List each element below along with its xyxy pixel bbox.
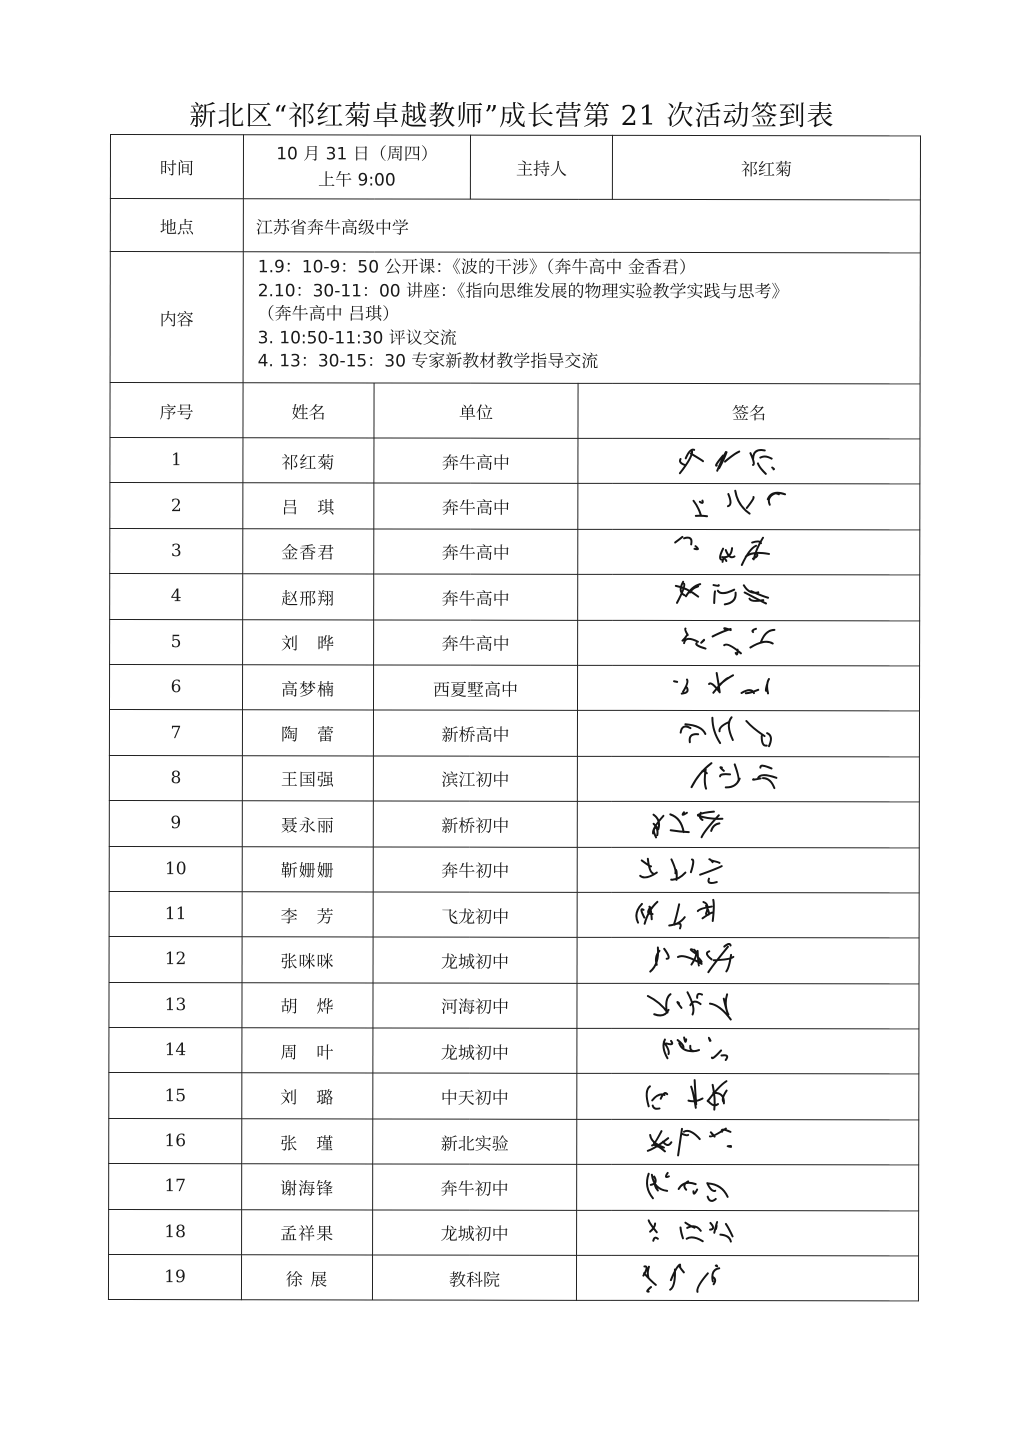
signature-stroke bbox=[670, 812, 689, 832]
time-host-row bbox=[110, 135, 920, 200]
row-index: 2 bbox=[110, 483, 243, 529]
handwritten-signature-icon bbox=[578, 529, 878, 575]
row-name: 高梦楠 bbox=[242, 665, 373, 711]
table-row bbox=[109, 982, 919, 1029]
signature-stroke bbox=[650, 948, 668, 972]
signature-stroke bbox=[728, 491, 754, 514]
row-unit: 奔牛初中 bbox=[373, 1164, 577, 1210]
row-name: 谢海锋 bbox=[242, 1164, 373, 1210]
row-index: 14 bbox=[109, 1028, 242, 1074]
row-signature bbox=[578, 620, 920, 666]
table-row bbox=[109, 801, 919, 848]
row-signature bbox=[577, 711, 919, 757]
signature-stroke bbox=[700, 859, 722, 883]
row-name: 周 叶 bbox=[242, 1028, 373, 1074]
column-header-name: 姓名 bbox=[243, 383, 374, 438]
signature-stroke bbox=[720, 764, 740, 787]
row-unit: 奔牛高中 bbox=[374, 620, 578, 666]
content-line: 4. 13：30-15：30 专家新教材教学指导交流 bbox=[257, 351, 599, 372]
signature-stroke bbox=[707, 1183, 727, 1201]
handwritten-signature-icon bbox=[577, 1165, 877, 1211]
signature-stroke bbox=[653, 815, 663, 838]
row-unit: 奔牛高中 bbox=[374, 529, 578, 575]
row-name: 徐 展 bbox=[241, 1255, 372, 1301]
row-unit: 新桥高中 bbox=[373, 710, 577, 756]
handwritten-signature-icon bbox=[577, 1028, 877, 1074]
row-signature bbox=[577, 801, 919, 847]
content-line: 1.9：10-9：50 公开课：《波的干涉》（奔牛高中 金香君） bbox=[257, 257, 696, 279]
table-row bbox=[109, 937, 919, 984]
row-signature bbox=[577, 1028, 919, 1074]
column-header-signature: 签名 bbox=[578, 383, 920, 439]
row-name: 李 芳 bbox=[242, 892, 373, 938]
row-unit: 龙城初中 bbox=[373, 1210, 577, 1256]
row-signature bbox=[578, 484, 920, 530]
signature-stroke bbox=[675, 537, 698, 549]
row-signature bbox=[577, 1165, 919, 1211]
table-row bbox=[109, 846, 919, 893]
column-header-unit: 单位 bbox=[374, 383, 578, 438]
signature-stroke bbox=[694, 501, 708, 517]
handwritten-signature-icon bbox=[577, 1119, 877, 1165]
row-name: 陶 蕾 bbox=[242, 710, 373, 756]
row-signature bbox=[578, 665, 920, 711]
signature-stroke bbox=[768, 493, 785, 505]
signature-stroke bbox=[647, 1173, 669, 1198]
handwritten-signature-icon bbox=[577, 1255, 877, 1301]
row-unit: 龙城初中 bbox=[373, 937, 577, 983]
signature-stroke bbox=[710, 1222, 733, 1242]
handwritten-signature-icon bbox=[578, 892, 878, 938]
row-name: 张 瑾 bbox=[242, 1119, 373, 1165]
handwritten-signature-icon bbox=[578, 847, 878, 893]
handwritten-signature-icon bbox=[578, 438, 878, 484]
row-index: 13 bbox=[109, 982, 242, 1028]
signature-stroke bbox=[710, 1128, 731, 1146]
handwritten-signature-icon bbox=[578, 484, 878, 530]
row-unit: 龙城初中 bbox=[373, 1028, 577, 1074]
signature-stroke bbox=[750, 450, 774, 474]
row-index: 7 bbox=[109, 710, 242, 756]
row-name: 吕 琪 bbox=[243, 483, 374, 529]
handwritten-signature-icon bbox=[578, 620, 878, 666]
table-row bbox=[109, 1209, 919, 1256]
row-signature bbox=[577, 892, 919, 938]
row-unit: 奔牛高中 bbox=[374, 483, 578, 529]
row-name: 张咪咪 bbox=[242, 937, 373, 983]
signature-stroke bbox=[709, 673, 733, 693]
signature-stroke bbox=[742, 679, 769, 693]
signature-stroke bbox=[643, 1266, 655, 1291]
row-unit: 滨江初中 bbox=[373, 756, 577, 802]
row-unit: 奔牛初中 bbox=[373, 846, 577, 892]
handwritten-signature-icon bbox=[578, 574, 878, 620]
row-index: 16 bbox=[109, 1118, 242, 1164]
signature-stroke bbox=[713, 628, 741, 654]
handwritten-signature-icon bbox=[577, 1210, 877, 1256]
signature-stroke bbox=[649, 1220, 658, 1240]
table-row bbox=[109, 1028, 919, 1075]
row-unit: 飞龙初中 bbox=[373, 892, 577, 938]
signature-stroke bbox=[678, 950, 702, 966]
row-name: 金香君 bbox=[243, 529, 374, 575]
row-index: 9 bbox=[109, 801, 242, 847]
row-name: 聂永丽 bbox=[242, 801, 373, 847]
content-row bbox=[110, 252, 920, 384]
row-unit: 西夏墅高中 bbox=[373, 665, 577, 711]
row-name: 孟祥果 bbox=[242, 1209, 373, 1255]
row-unit: 新桥初中 bbox=[373, 801, 577, 847]
location-row bbox=[110, 199, 920, 253]
signature-stroke bbox=[697, 1265, 719, 1291]
row-signature bbox=[577, 847, 919, 893]
signature-stroke bbox=[709, 1038, 727, 1060]
row-index: 4 bbox=[110, 574, 243, 620]
table-row bbox=[109, 710, 919, 757]
time-label: 时间 bbox=[110, 135, 243, 199]
time-date: 10 月 31 日（周四） bbox=[276, 143, 438, 165]
time-value bbox=[243, 135, 470, 199]
signature-stroke bbox=[689, 1081, 703, 1109]
row-unit: 河海初中 bbox=[373, 983, 577, 1029]
handwritten-signature-icon bbox=[577, 1074, 877, 1120]
signature-stroke bbox=[648, 1131, 672, 1151]
signature-stroke bbox=[716, 452, 739, 471]
row-index: 6 bbox=[109, 664, 242, 710]
row-name: 刘 晔 bbox=[243, 619, 374, 665]
location-value: 江苏省奔牛高级中学 bbox=[243, 199, 920, 253]
row-signature bbox=[578, 438, 920, 484]
time-hour: 上午 9:00 bbox=[318, 169, 396, 190]
signature-stroke bbox=[708, 1082, 727, 1111]
signature-stroke bbox=[663, 1040, 672, 1059]
attendee-rows bbox=[108, 438, 920, 1302]
signature-stroke bbox=[746, 721, 771, 746]
row-index: 17 bbox=[109, 1164, 242, 1210]
row-unit: 新北实验 bbox=[373, 1119, 577, 1165]
row-index: 1 bbox=[110, 438, 243, 484]
host-value: 祁红菊 bbox=[612, 135, 920, 200]
table-row bbox=[110, 483, 920, 530]
signature-stroke bbox=[683, 628, 706, 648]
handwritten-signature-icon bbox=[578, 801, 878, 847]
row-index: 12 bbox=[109, 937, 242, 983]
table-row bbox=[109, 1164, 919, 1211]
signature-stroke bbox=[671, 859, 693, 880]
signature-stroke bbox=[678, 1129, 700, 1156]
row-signature bbox=[577, 1210, 919, 1256]
signature-stroke bbox=[744, 585, 768, 603]
signature-stroke bbox=[677, 992, 702, 1014]
table-row bbox=[110, 574, 920, 621]
signature-stroke bbox=[680, 1222, 702, 1241]
host-label: 主持人 bbox=[470, 135, 612, 199]
signature-stroke bbox=[753, 765, 776, 787]
signature-stroke bbox=[647, 1087, 668, 1109]
row-index: 19 bbox=[108, 1255, 241, 1301]
row-name: 靳姗姗 bbox=[242, 846, 373, 892]
signature-stroke bbox=[679, 1182, 698, 1194]
signature-stroke bbox=[707, 944, 734, 972]
row-signature bbox=[577, 1119, 919, 1165]
row-signature bbox=[577, 756, 919, 802]
signature-stroke bbox=[676, 582, 700, 603]
column-header-index: 序号 bbox=[110, 383, 243, 438]
handwritten-signature-icon bbox=[577, 983, 877, 1029]
content-line: 2.10：30-11：00 讲座：《指向思维发展的物理实验教学实践与思考》 bbox=[257, 280, 789, 302]
row-unit: 教科院 bbox=[372, 1255, 576, 1301]
signature-stroke bbox=[669, 904, 685, 928]
row-signature bbox=[577, 983, 919, 1029]
handwritten-signature-icon bbox=[578, 665, 878, 711]
table-row bbox=[109, 1118, 919, 1165]
content-line: （奔牛高中 吕琪） bbox=[257, 304, 400, 325]
row-index: 3 bbox=[110, 528, 243, 574]
content-value bbox=[243, 252, 920, 384]
signature-stroke bbox=[698, 900, 714, 921]
row-signature bbox=[577, 938, 919, 984]
table-row bbox=[110, 528, 920, 575]
signature-stroke bbox=[710, 994, 731, 1019]
content-line: 3. 10:50-11:30 评议交流 bbox=[257, 327, 457, 349]
table-row bbox=[109, 1073, 919, 1120]
row-index: 11 bbox=[109, 891, 242, 937]
handwritten-signature-icon bbox=[578, 711, 878, 757]
content-label: 内容 bbox=[110, 252, 243, 383]
table-row bbox=[110, 438, 920, 485]
row-index: 8 bbox=[109, 755, 242, 801]
signature-stroke bbox=[640, 858, 657, 877]
location-label: 地点 bbox=[110, 199, 243, 252]
signature-stroke bbox=[713, 585, 735, 604]
row-index: 15 bbox=[109, 1073, 242, 1119]
table-row bbox=[109, 664, 919, 711]
signature-stroke bbox=[742, 537, 769, 564]
signature-stroke bbox=[678, 1038, 699, 1052]
row-index: 5 bbox=[110, 619, 243, 665]
row-name: 胡 烨 bbox=[242, 982, 373, 1028]
signature-stroke bbox=[750, 628, 774, 647]
table-row bbox=[109, 891, 919, 938]
sign-in-table bbox=[108, 134, 921, 1302]
signature-stroke bbox=[674, 679, 688, 693]
row-name: 赵邢翔 bbox=[243, 574, 374, 620]
row-index: 18 bbox=[109, 1209, 242, 1255]
table-row bbox=[109, 755, 919, 802]
row-name: 祁红菊 bbox=[243, 438, 374, 484]
row-unit: 中天初中 bbox=[373, 1073, 577, 1119]
row-unit: 奔牛高中 bbox=[374, 574, 578, 620]
row-name: 王国强 bbox=[242, 755, 373, 801]
row-signature bbox=[577, 1074, 919, 1120]
row-signature bbox=[578, 574, 920, 620]
table-row bbox=[110, 619, 920, 666]
sheet-title: 新北区“祁红菊卓越教师”成长营第 21 次活动签到表 bbox=[189, 101, 835, 132]
handwritten-signature-icon bbox=[578, 938, 878, 984]
row-unit: 奔牛高中 bbox=[374, 438, 578, 484]
signature-stroke bbox=[648, 994, 671, 1015]
row-name: 刘 璐 bbox=[242, 1073, 373, 1119]
signature-stroke bbox=[698, 812, 723, 838]
signature-stroke bbox=[720, 548, 734, 562]
signature-stroke bbox=[680, 450, 703, 474]
handwritten-signature-icon bbox=[578, 756, 878, 802]
signature-stroke bbox=[692, 763, 712, 789]
table-row bbox=[108, 1255, 918, 1302]
signature-stroke bbox=[681, 725, 706, 743]
row-index: 10 bbox=[109, 846, 242, 892]
signature-stroke bbox=[712, 718, 733, 744]
row-signature bbox=[578, 529, 920, 575]
signature-stroke bbox=[636, 902, 657, 924]
signature-stroke bbox=[670, 1265, 684, 1290]
row-signature bbox=[576, 1255, 918, 1301]
column-header-row bbox=[110, 383, 920, 439]
